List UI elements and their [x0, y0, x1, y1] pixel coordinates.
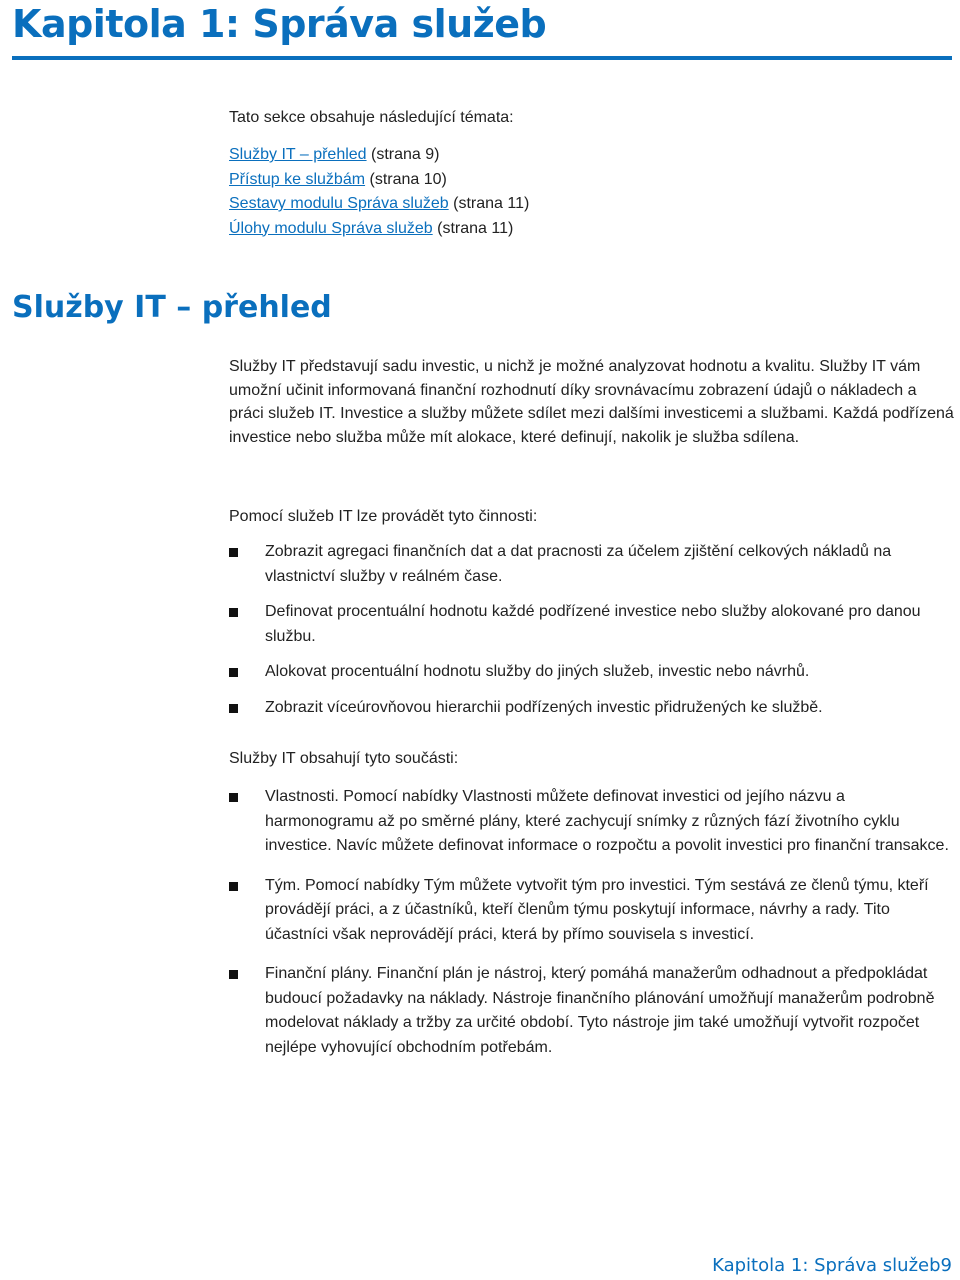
topic-page: (strana 9)	[371, 146, 440, 163]
section-paragraph: Služby IT představují sadu investic, u nichž je možné analyzovat hodnotu a kvalitu. Služby IT vám umožní učinit informovaná finanční rozhodnutí díky srovnávacímu zobrazení údajů o nákladech a práci služeb IT. Investice a služby můžete sdílet mezi dalšími investicemi a službami. Každá podřízená investice nebo služba může mít alokace, které definují, nakolik je služba sdílena.	[229, 358, 954, 447]
components-list	[229, 785, 954, 1075]
list-item	[229, 962, 954, 1060]
list-item	[229, 660, 954, 685]
topic-page: (strana 11)	[453, 195, 530, 212]
list-item-text: Definovat procentuální hodnotu každé podřízené investice nebo služby alokované pro danou službu.	[265, 603, 921, 645]
activities-lead: Pomocí služeb IT lze provádět tyto činnosti:	[229, 508, 538, 525]
square-bullet-icon	[229, 970, 238, 979]
list-item-text: Vlastnosti. Pomocí nabídky Vlastnosti můžete definovat investici od jejího názvu a harmonogramu až po směrné plány, které zachycují snímky z různých fází životního cyklu investice. Navíc můžete definovat informace o rozpočtu a povolit investici pro finanční transakce.	[265, 788, 949, 854]
list-item-text: Tým. Pomocí nabídky Tým můžete vytvořit tým pro investici. Tým sestává ze členů týmu, kteří provádějí práci, a z účastníků, kteří členům týmu poskytují informace, návrhy a rady. Tito účastníci však neprovádějí práci, která by přímo souvisela s investicí.	[265, 876, 929, 943]
topic-link[interactable]: Služby IT – přehled	[229, 146, 367, 163]
list-item	[229, 696, 954, 721]
topic-link[interactable]: Úlohy modulu Správa služeb	[229, 219, 433, 237]
topic-item	[229, 192, 529, 217]
list-item-text: Zobrazit víceúrovňovou hierarchii podřízených investic přidružených ke službě.	[265, 698, 823, 716]
square-bullet-icon	[229, 608, 238, 617]
square-bullet-icon	[229, 668, 238, 677]
square-bullet-icon	[229, 882, 238, 891]
topic-item	[229, 168, 529, 193]
square-bullet-icon	[229, 793, 238, 802]
list-item	[229, 600, 954, 649]
topic-page: (strana 11)	[437, 219, 514, 237]
activities-list	[229, 540, 954, 731]
chapter-title: Kapitola 1: Správa služeb	[12, 2, 547, 46]
square-bullet-icon	[229, 704, 238, 713]
list-item	[229, 785, 954, 859]
square-bullet-icon	[229, 548, 238, 557]
topic-list	[229, 143, 529, 241]
list-item-text: Alokovat procentuální hodnotu služby do jiných služeb, investic nebo návrhů.	[265, 663, 810, 680]
topic-page: (strana 10)	[369, 170, 447, 188]
page-footer: Kapitola 1: Správa služeb9	[712, 1255, 952, 1276]
components-lead: Služby IT obsahují tyto součásti:	[229, 750, 459, 767]
section-title: Služby IT – přehled	[12, 290, 332, 325]
topic-item	[229, 217, 529, 242]
list-item-text: Finanční plány. Finanční plán je nástroj, který pomáhá manažerům odhadnout a předpokládat budoucí požadavky na náklady. Nástroje finančního plánování umožňují manažerům podrobně modelovat náklady a tržby za určité období. Tyto nástroje jim také umožňují vytvořit rozpočet nejlépe vyhovující obchodním potřebám.	[265, 965, 935, 1056]
topic-link[interactable]: Sestavy modulu Správa služeb	[229, 195, 449, 212]
list-item-text: Zobrazit agregaci finančních dat a dat pracnosti za účelem zjištění celkových nákladů na vlastnictví služby v reálném čase.	[265, 543, 892, 585]
topic-item	[229, 143, 529, 168]
intro-text: Tato sekce obsahuje následující témata:	[229, 109, 514, 126]
list-item	[229, 540, 954, 589]
chapter-title-rule	[12, 56, 952, 60]
topic-link[interactable]: Přístup ke službám	[229, 170, 366, 188]
list-item	[229, 874, 954, 948]
